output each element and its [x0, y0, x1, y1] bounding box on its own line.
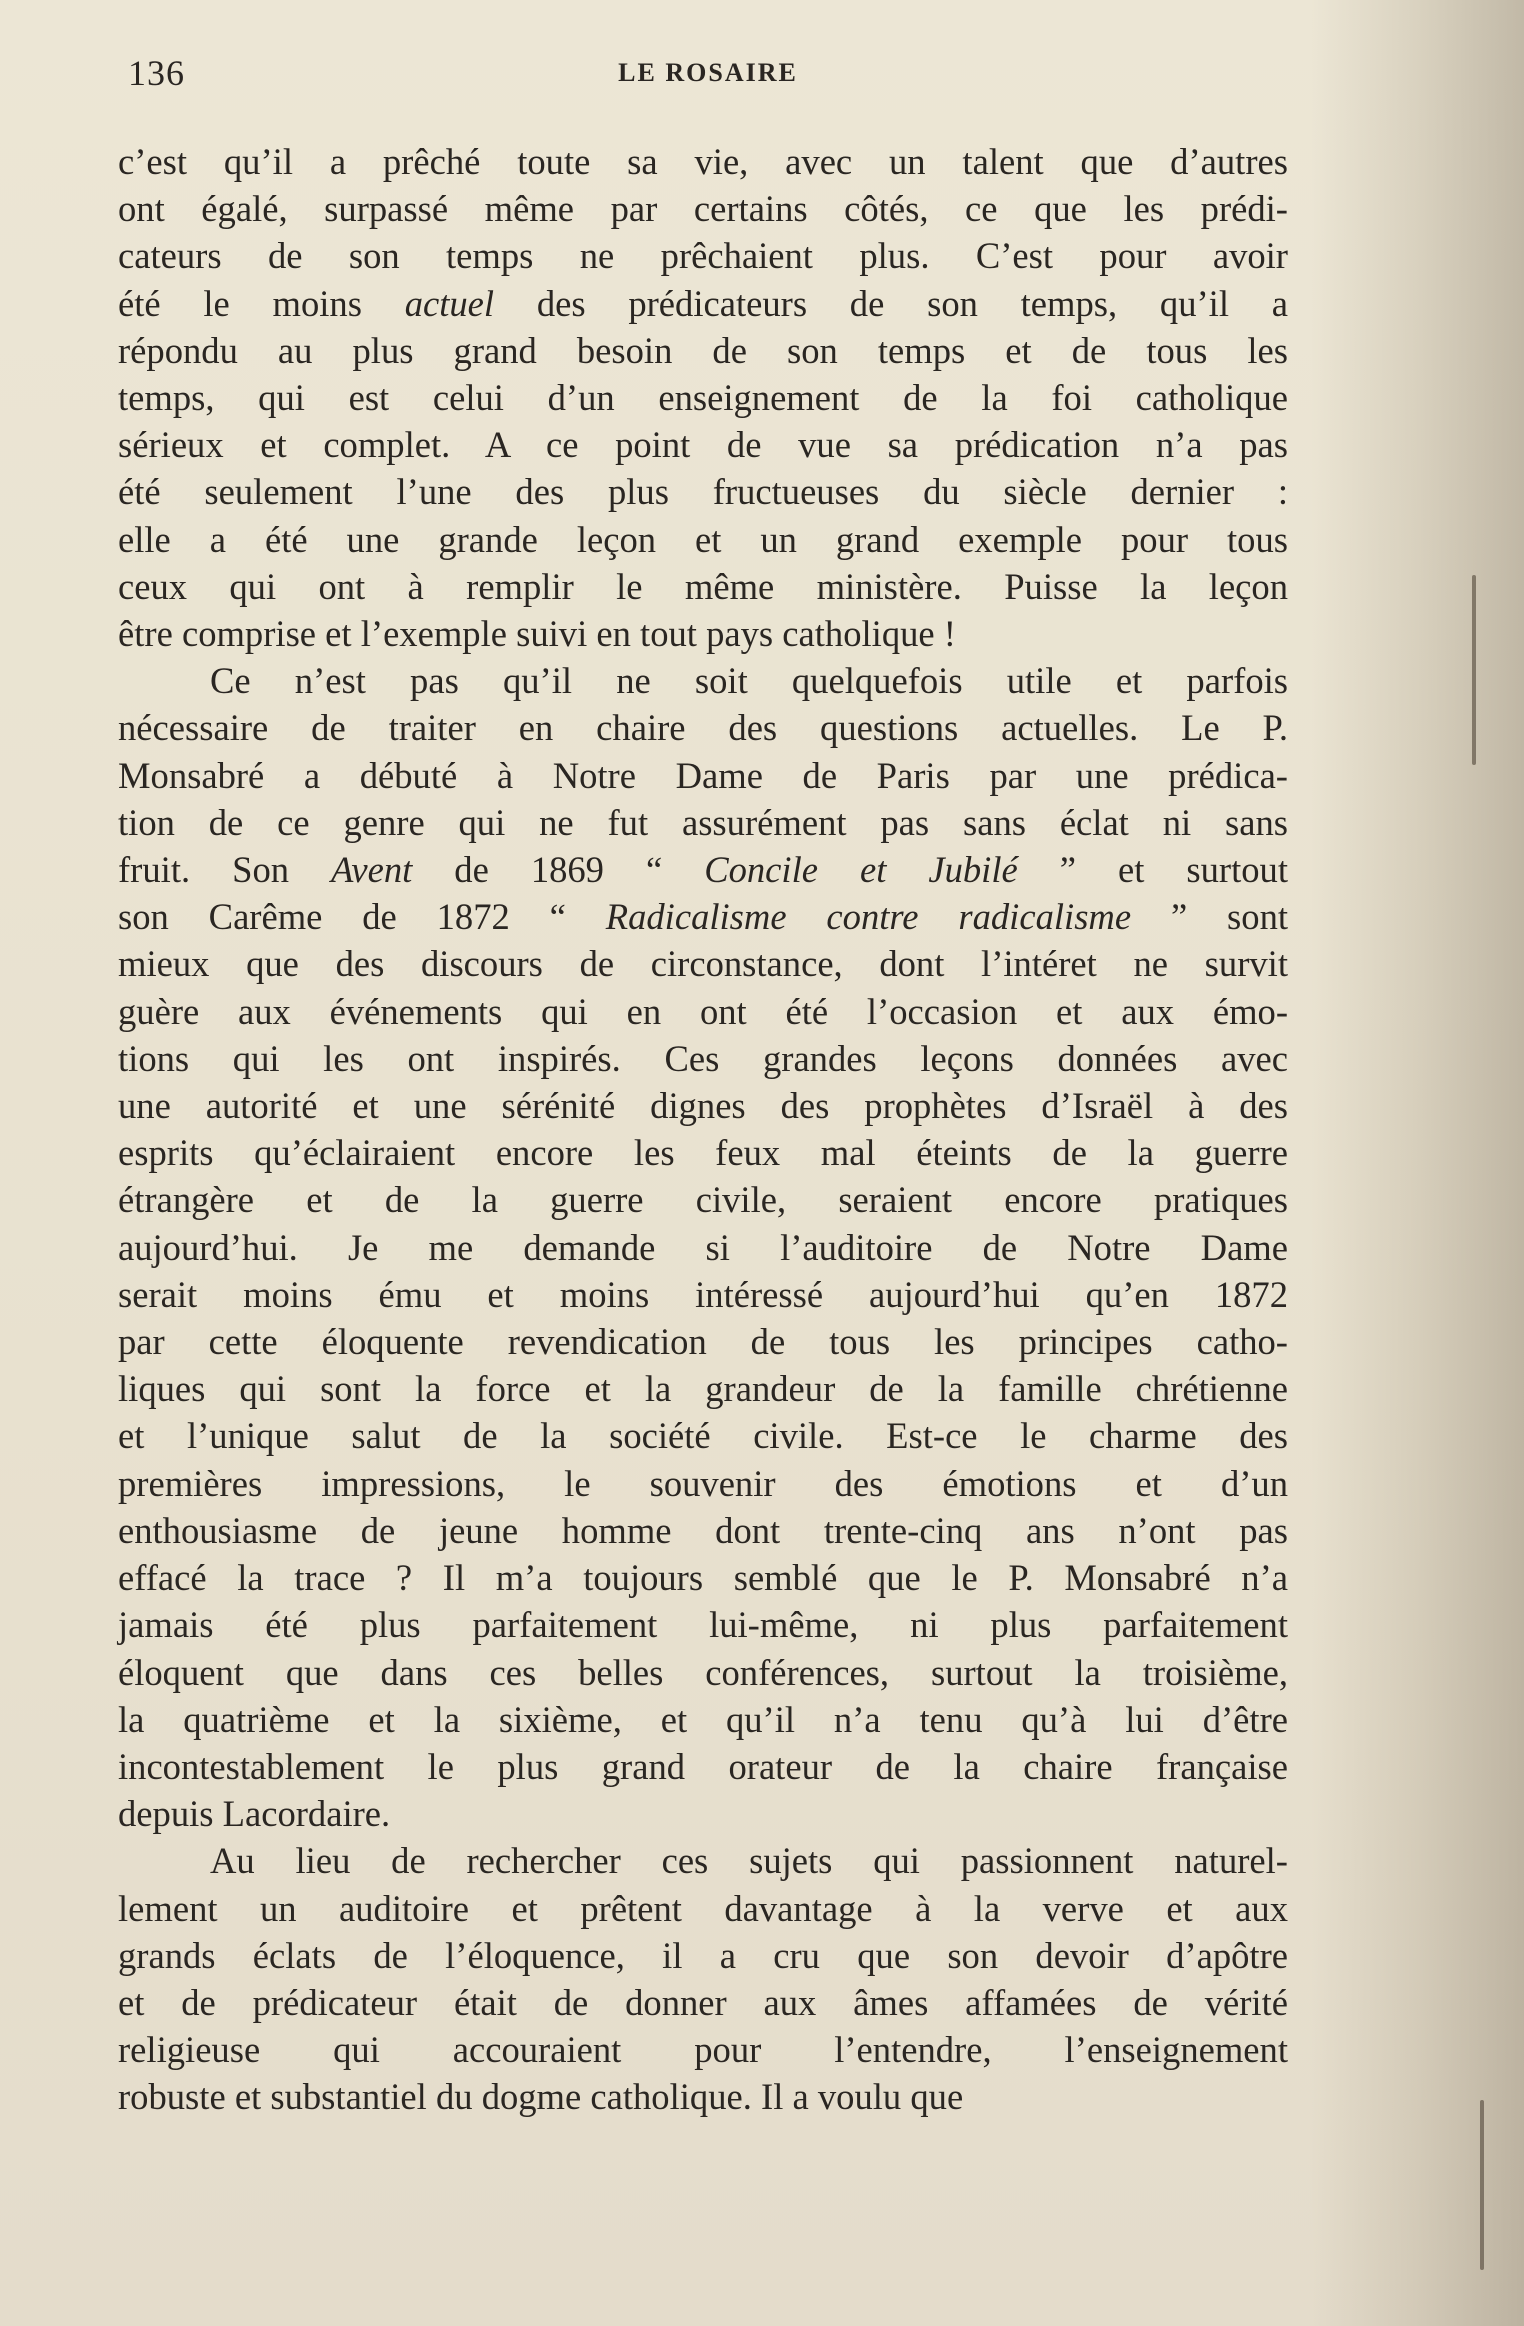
text-line: religieuse qui accouraient pour l’entendre, l’enseignement	[118, 2029, 1288, 2071]
paragraph	[118, 657, 1288, 1837]
text-line: par cette éloquente revendication de tous les principes catho-	[118, 1321, 1288, 1363]
text-line: premières impressions, le souvenir des émotions et d’un	[118, 1462, 1288, 1504]
text-line: sérieux et complet. A ce point de vue sa prédication n’a pas	[118, 424, 1288, 466]
italic-phrase: actuel	[404, 282, 495, 324]
text-line: son Carême de 1872 “ Radicalisme contre radicalisme ” sont	[118, 896, 1289, 938]
binding-shadow-mark	[1472, 575, 1476, 765]
text-line: fruit. Son Avent de 1869 “ Concile et Jubilé ” et surtout	[118, 849, 1288, 891]
text-line: tion de ce genre qui ne fut assurément pas sans éclat ni sans	[118, 801, 1288, 843]
italic-phrase: Avent	[331, 849, 413, 891]
text-line: et de prédicateur était de donner aux âmes affamées de vérité	[118, 1981, 1288, 2023]
text-line: répondu au plus grand besoin de son temps et de tous les	[118, 329, 1288, 371]
text-line: enthousiasme de jeune homme dont trente-cinq ans n’ont pas	[118, 1509, 1288, 1551]
body-text	[118, 138, 1288, 2121]
italic-phrase: Radicalisme contre radicalisme	[605, 896, 1132, 938]
text-line: ont égalé, surpassé même par certains côtés, ce que les prédi-	[118, 188, 1288, 230]
text-line: depuis Lacordaire.	[118, 1793, 391, 1835]
text-line: une autorité et une sérénité dignes des prophètes d’Israël à des	[118, 1085, 1288, 1127]
paragraph	[118, 1837, 1288, 2120]
text-line: étrangère et de la guerre civile, seraient encore pratiques	[118, 1179, 1288, 1221]
text-line: incontestablement le plus grand orateur de la chaire française	[118, 1745, 1288, 1787]
text-line: temps, qui est celui d’un enseignement de la foi catholique	[118, 377, 1288, 419]
page-number: 136	[128, 53, 185, 93]
text-line: robuste et substantiel du dogme catholique. Il a voulu que	[118, 2076, 964, 2118]
text-line: lement un auditoire et prêtent davantage à la verve et aux	[118, 1887, 1288, 1929]
binding-shadow-mark	[1480, 2100, 1484, 2270]
text-line: esprits qu’éclairaient encore les feux mal éteints de la guerre	[118, 1132, 1288, 1174]
paragraph	[118, 138, 1288, 657]
text-line: elle a été une grande leçon et un grand exemple pour tous	[118, 518, 1288, 560]
text-line: été le moins actuel des prédicateurs de son temps, qu’il a	[118, 282, 1288, 324]
text-line: effacé la trace ? Il m’a toujours semblé que le P. Monsabré n’a	[118, 1557, 1288, 1599]
text-line: été seulement l’une des plus fructueuses du siècle dernier :	[118, 471, 1288, 513]
text-line: être comprise et l’exemple suivi en tout pays catholique !	[118, 613, 956, 655]
text-line: jamais été plus parfaitement lui-même, ni plus parfaitement	[118, 1604, 1288, 1646]
text-line: serait moins ému et moins intéressé aujourd’hui qu’en 1872	[118, 1273, 1288, 1315]
text-line: ceux qui ont à remplir le même ministère. Puisse la leçon	[118, 565, 1288, 607]
text-line: nécessaire de traiter en chaire des questions actuelles. Le P.	[118, 707, 1288, 749]
text-line: cateurs de son temps ne prêchaient plus. C’est pour avoir	[118, 235, 1288, 277]
text-line: c’est qu’il a prêché toute sa vie, avec un talent que d’autres	[118, 141, 1288, 182]
text-line: éloquent que dans ces belles conférences, surtout la troisième,	[118, 1651, 1288, 1693]
page-header	[128, 52, 1288, 98]
text-line: tions qui les ont inspirés. Ces grandes leçons données avec	[118, 1037, 1288, 1079]
text-line: Ce n’est pas qu’il ne soit quelquefois utile et parfois	[210, 660, 1288, 702]
text-line: Monsabré a débuté à Notre Dame de Paris par une prédica-	[118, 754, 1288, 796]
text-line: liques qui sont la force et la grandeur de la famille chrétienne	[118, 1368, 1288, 1410]
italic-phrase: Concile et Jubilé	[704, 849, 1018, 891]
text-line: Au lieu de rechercher ces sujets qui passionnent naturel-	[210, 1840, 1288, 1882]
text-line: guère aux événements qui en ont été l’occasion et aux émo-	[118, 990, 1288, 1032]
text-line: mieux que des discours de circonstance, dont l’intéret ne survit	[118, 943, 1288, 985]
text-line: et l’unique salut de la société civile. Est-ce le charme des	[118, 1415, 1288, 1457]
running-head: LE ROSAIRE	[618, 58, 798, 87]
text-line: grands éclats de l’éloquence, il a cru que son devoir d’apôtre	[118, 1934, 1288, 1976]
text-line: aujourd’hui. Je me demande si l’auditoire de Notre Dame	[118, 1226, 1288, 1268]
text-line: la quatrième et la sixième, et qu’il n’a tenu qu’à lui d’être	[118, 1698, 1288, 1740]
